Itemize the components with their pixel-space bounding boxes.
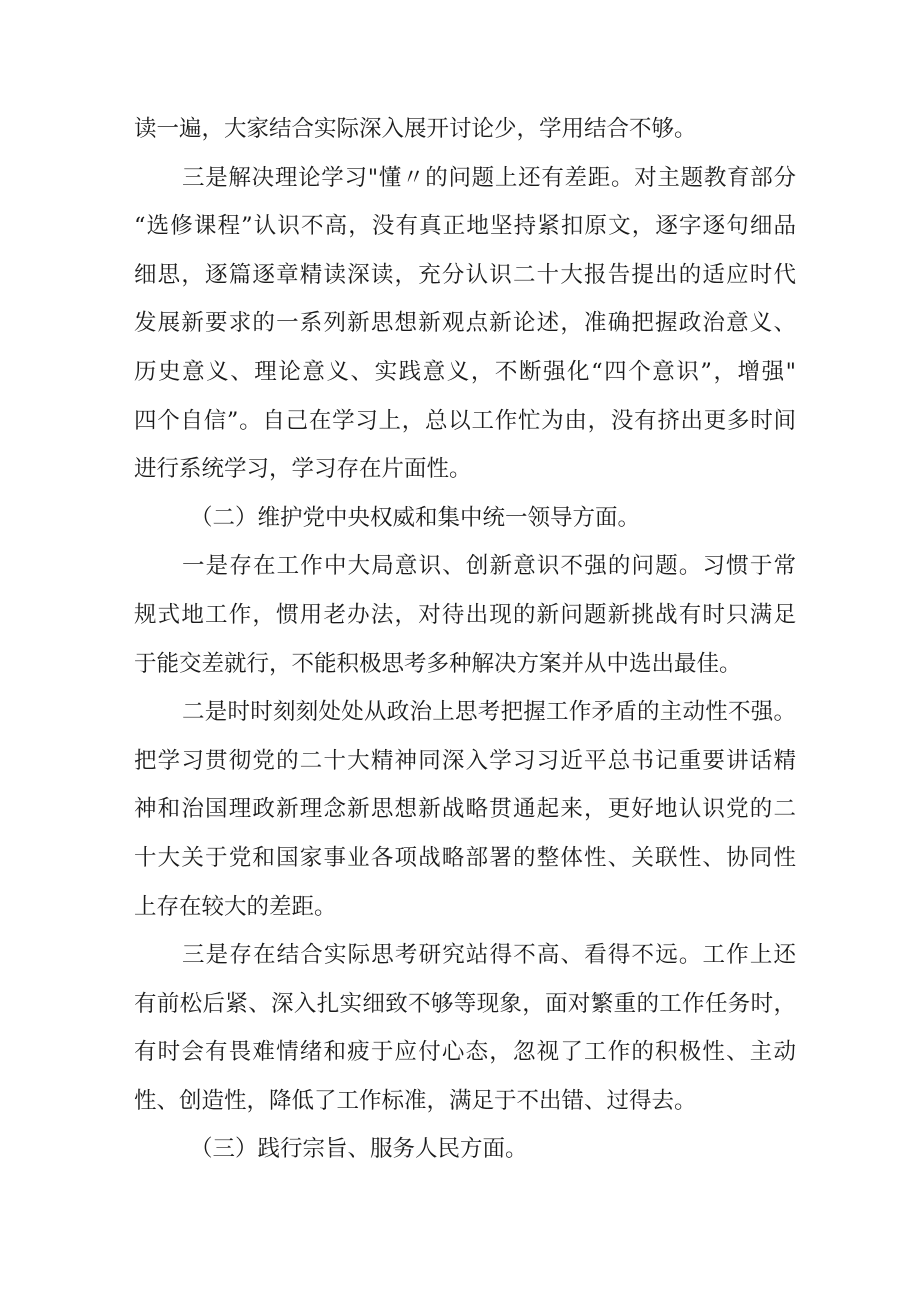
text-line: 四个自信”。自己在学习上，总以工作忙为由，没有挤出更多时间 [134, 407, 796, 434]
text-line: 进行系统学习，学习存在片面性。 [134, 456, 472, 483]
text-line: 有时会有畏难情绪和疲于应付心态，忽视了工作的积极性、主动 [134, 1039, 796, 1066]
text-line: 发展新要求的一系列新思想新观点新论述，准确把握政治意义、 [134, 310, 796, 337]
text-line: 历史意义、理论意义、实践意义，不断强化“四个意识”，增强" [134, 358, 796, 385]
paragraph-start-line: 二是时时刻刻处处从政治上思考把握工作矛盾的主动性不强。 [182, 699, 796, 726]
text-line: 规式地工作，惯用老办法，对待出现的新问题新挑战有时只满足 [134, 601, 796, 628]
text-line: 有前松后紧、深入扎实细致不够等现象，面对繁重的工作任务时， [134, 990, 796, 1017]
text-line: 性、创造性，降低了工作标准，满足于不出错、过得去。 [134, 1087, 697, 1114]
text-line: 读一遍，大家结合实际深入展开讨论少，学用结合不够。 [134, 116, 697, 142]
paragraph-start-line: 三是存在结合实际思考研究站得不高、看得不远。工作上还 [182, 942, 796, 969]
paragraph-start-line: 三是解决理论学习"懂〃的问题上还有差距。对主题教育部分 [182, 164, 796, 191]
text-line: 把学习贯彻党的二十大精神同深入学习习近平总书记重要讲话精 [134, 747, 796, 774]
text-line: 神和治国理政新理念新思想新战略贯通起来，更好地认识党的二 [134, 796, 796, 823]
text-line: 于能交差就行，不能积极思考多种解决方案并从中选出最佳。 [134, 650, 742, 677]
text-line: 上存在较大的差距。 [134, 893, 337, 920]
section-heading-3: （三）践行宗旨、服务人民方面。 [190, 1136, 528, 1163]
text-line: “选修课程”认识不高，没有真正地坚持紧扣原文，逐字逐句细品 [134, 213, 796, 240]
section-heading-2: （二）维护党中央权威和集中统一领导方面。 [190, 504, 641, 531]
document-body [134, 105, 796, 1174]
text-line: 十大关于党和国家事业各项战略部署的整体性、关联性、协同性 [134, 844, 796, 871]
text-line: 细思，逐篇逐章精读深读，充分认识二十大报告提出的适应时代 [134, 261, 796, 288]
paragraph-start-line: 一是存在工作中大局意识、创新意识不强的问题。习惯于常 [182, 553, 796, 580]
